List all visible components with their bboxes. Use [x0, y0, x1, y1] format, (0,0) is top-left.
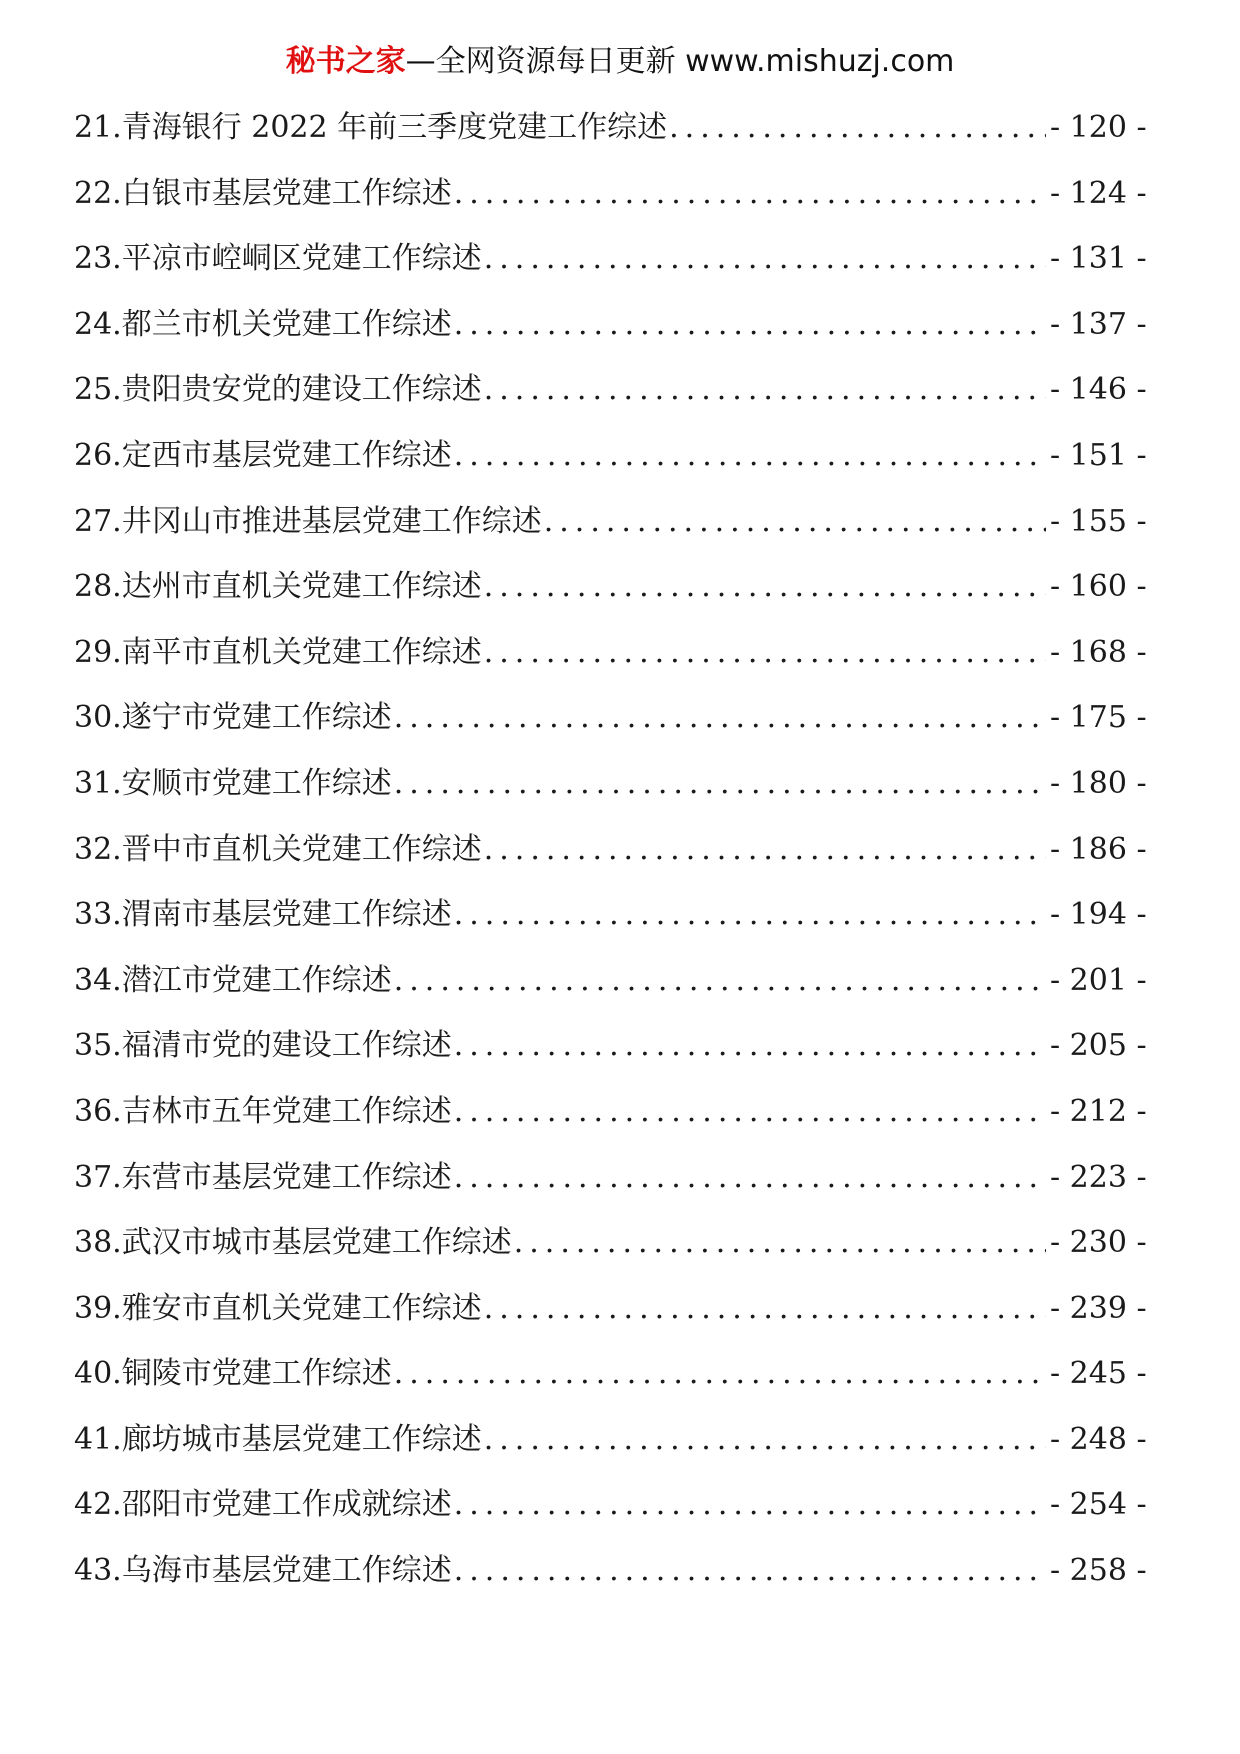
toc-dot-leader: [454, 1092, 1046, 1132]
toc-entry[interactable]: [74, 1551, 1174, 1617]
toc-entry-number: 24.: [74, 306, 122, 342]
toc-entry-number: 32.: [74, 831, 122, 867]
toc-entry[interactable]: [74, 895, 1174, 961]
toc-entry-title[interactable]: 遂宁市党建工作综述: [121, 700, 392, 736]
toc-entry[interactable]: [74, 1026, 1174, 1092]
toc-entry-page-number: - 248 -: [1050, 1421, 1147, 1457]
toc-entry-page-number: - 160 -: [1050, 569, 1147, 605]
toc-entry[interactable]: [74, 370, 1174, 436]
toc-entry-title[interactable]: 达州市直机关党建工作综述: [121, 569, 482, 605]
toc-entry-page-number: - 168 -: [1050, 634, 1147, 670]
toc-entry-title[interactable]: 贵阳贵安党的建设工作综述: [121, 372, 482, 408]
site-brand: 秘书之家: [285, 44, 406, 79]
toc-entry-title[interactable]: 潜江市党建工作综述: [121, 962, 392, 998]
toc-dot-leader: [454, 1026, 1046, 1066]
toc-entry-number: 35.: [74, 1028, 122, 1064]
toc-entry-title[interactable]: 吉林市五年党建工作综述: [121, 1093, 452, 1129]
toc-entry-page-number: - 239 -: [1050, 1290, 1147, 1326]
toc-dot-leader: [514, 1223, 1046, 1263]
toc-entry[interactable]: [74, 698, 1174, 764]
toc-entry-page-number: - 230 -: [1050, 1225, 1147, 1261]
page-header: [0, 42, 1240, 82]
toc-dot-leader: [394, 1354, 1046, 1394]
toc-entry-title[interactable]: 南平市直机关党建工作综述: [121, 634, 482, 670]
toc-entry[interactable]: [74, 1092, 1174, 1158]
toc-entry-title[interactable]: 渭南市基层党建工作综述: [121, 897, 452, 933]
toc-dot-leader: [394, 698, 1046, 738]
toc-entry-title[interactable]: 雅安市直机关党建工作综述: [121, 1290, 482, 1326]
toc-entry-title[interactable]: 武汉市城市基层党建工作综述: [121, 1225, 512, 1261]
toc-entry[interactable]: [74, 764, 1174, 830]
toc-entry-page-number: - 258 -: [1050, 1553, 1147, 1589]
toc-entry-page-number: - 201 -: [1050, 962, 1147, 998]
toc-entry-number: 36.: [74, 1093, 122, 1129]
toc-dot-leader: [484, 830, 1046, 870]
toc-entry-title[interactable]: 福清市党的建设工作综述: [121, 1028, 452, 1064]
toc-entry-number: 39.: [74, 1290, 122, 1326]
toc-entry-page-number: - 155 -: [1050, 503, 1147, 539]
toc-dot-leader: [484, 239, 1046, 279]
toc-dot-leader: [394, 764, 1046, 804]
toc-entry-title[interactable]: 都兰市机关党建工作综述: [121, 306, 452, 342]
toc-entry-page-number: - 131 -: [1050, 241, 1147, 277]
toc-entry-title[interactable]: 定西市基层党建工作综述: [121, 437, 452, 473]
site-tagline: —全网资源每日更新 www.mishuzj.com: [405, 44, 955, 79]
toc-entry-number: 30.: [74, 700, 122, 736]
toc-entry-page-number: - 205 -: [1050, 1028, 1147, 1064]
toc-entry[interactable]: [74, 1485, 1174, 1551]
toc-entry-title[interactable]: 铜陵市党建工作综述: [121, 1356, 392, 1392]
toc-entry-number: 43.: [74, 1553, 122, 1589]
toc-entry[interactable]: [74, 1420, 1174, 1486]
toc-entry[interactable]: [74, 305, 1174, 371]
toc-entry-number: 40.: [74, 1356, 122, 1392]
toc-dot-leader: [484, 1420, 1046, 1460]
toc-entry-title[interactable]: 平凉市崆峒区党建工作综述: [121, 241, 482, 277]
toc-entry-title[interactable]: 东营市基层党建工作综述: [121, 1159, 452, 1195]
toc-entry-page-number: - 137 -: [1050, 306, 1147, 342]
toc-entry-page-number: - 212 -: [1050, 1093, 1147, 1129]
toc-entry-title[interactable]: 廊坊城市基层党建工作综述: [121, 1421, 482, 1457]
toc-dot-leader: [484, 1289, 1046, 1329]
toc-entry[interactable]: [74, 961, 1174, 1027]
toc-dot-leader: [484, 567, 1046, 607]
toc-entry-title[interactable]: 邵阳市党建工作成就综述: [121, 1487, 452, 1523]
toc-dot-leader: [454, 1485, 1046, 1525]
toc-entry-number: 28.: [74, 569, 122, 605]
toc-entry-number: 38.: [74, 1225, 122, 1261]
toc-entry-number: 37.: [74, 1159, 122, 1195]
toc-entry-page-number: - 245 -: [1050, 1356, 1147, 1392]
toc-dot-leader: [454, 174, 1046, 214]
toc-entry-page-number: - 151 -: [1050, 437, 1147, 473]
toc-entry-number: 25.: [74, 372, 122, 408]
toc-entry-number: 41.: [74, 1421, 122, 1457]
toc-dot-leader: [454, 1551, 1046, 1591]
toc-entry-title[interactable]: 乌海市基层党建工作综述: [121, 1553, 452, 1589]
toc-entry-page-number: - 186 -: [1050, 831, 1147, 867]
toc-dot-leader: [454, 305, 1046, 345]
toc-entry[interactable]: [74, 1223, 1174, 1289]
toc-entry[interactable]: [74, 633, 1174, 699]
toc-entry-page-number: - 254 -: [1050, 1487, 1147, 1523]
toc-entry[interactable]: [74, 567, 1174, 633]
toc-entry[interactable]: [74, 174, 1174, 240]
toc-entry[interactable]: [74, 1289, 1174, 1355]
toc-dot-leader: [484, 370, 1046, 410]
toc-entry-page-number: - 194 -: [1050, 897, 1147, 933]
toc-entry[interactable]: [74, 830, 1174, 896]
toc-entry-number: 31.: [74, 765, 122, 801]
toc-entry-number: 42.: [74, 1487, 122, 1523]
toc-entry-number: 29.: [74, 634, 122, 670]
table-of-contents: [74, 108, 1174, 1617]
toc-entry-number: 21.: [74, 110, 122, 145]
toc-entry-page-number: - 180 -: [1050, 765, 1147, 801]
toc-dot-leader: [394, 961, 1046, 1001]
toc-dot-leader: [454, 1158, 1046, 1198]
toc-entry-title[interactable]: 晋中市直机关党建工作综述: [121, 831, 482, 867]
toc-entry[interactable]: [74, 239, 1174, 305]
toc-entry-number: 33.: [74, 897, 122, 933]
toc-dot-leader: [669, 108, 1046, 148]
toc-entry[interactable]: [74, 436, 1174, 502]
toc-dot-leader: [484, 633, 1046, 673]
toc-entry-page-number: - 124 -: [1050, 175, 1147, 211]
toc-dot-leader: [544, 502, 1046, 542]
toc-dot-leader: [454, 895, 1046, 935]
toc-entry-page-number: - 223 -: [1050, 1159, 1147, 1195]
toc-entry-number: 26.: [74, 437, 122, 473]
toc-entry-number: 23.: [74, 241, 122, 277]
toc-dot-leader: [454, 436, 1046, 476]
toc-entry-number: 27.: [74, 503, 122, 539]
toc-entry[interactable]: [74, 1354, 1174, 1420]
toc-entry[interactable]: [74, 502, 1174, 568]
toc-entry[interactable]: [74, 108, 1174, 174]
toc-entry-page-number: - 120 -: [1050, 110, 1147, 145]
toc-entry-page-number: - 175 -: [1050, 700, 1147, 736]
toc-entry-title[interactable]: 井冈山市推进基层党建工作综述: [121, 503, 542, 539]
toc-entry[interactable]: [74, 1158, 1174, 1224]
toc-entry-title[interactable]: 青海银行 2022 年前三季度党建工作综述: [121, 110, 668, 145]
toc-entry-number: 22.: [74, 175, 122, 211]
toc-entry-number: 34.: [74, 962, 122, 998]
toc-entry-page-number: - 146 -: [1050, 372, 1147, 408]
toc-entry-title[interactable]: 安顺市党建工作综述: [121, 765, 392, 801]
toc-entry-title[interactable]: 白银市基层党建工作综述: [121, 175, 452, 211]
